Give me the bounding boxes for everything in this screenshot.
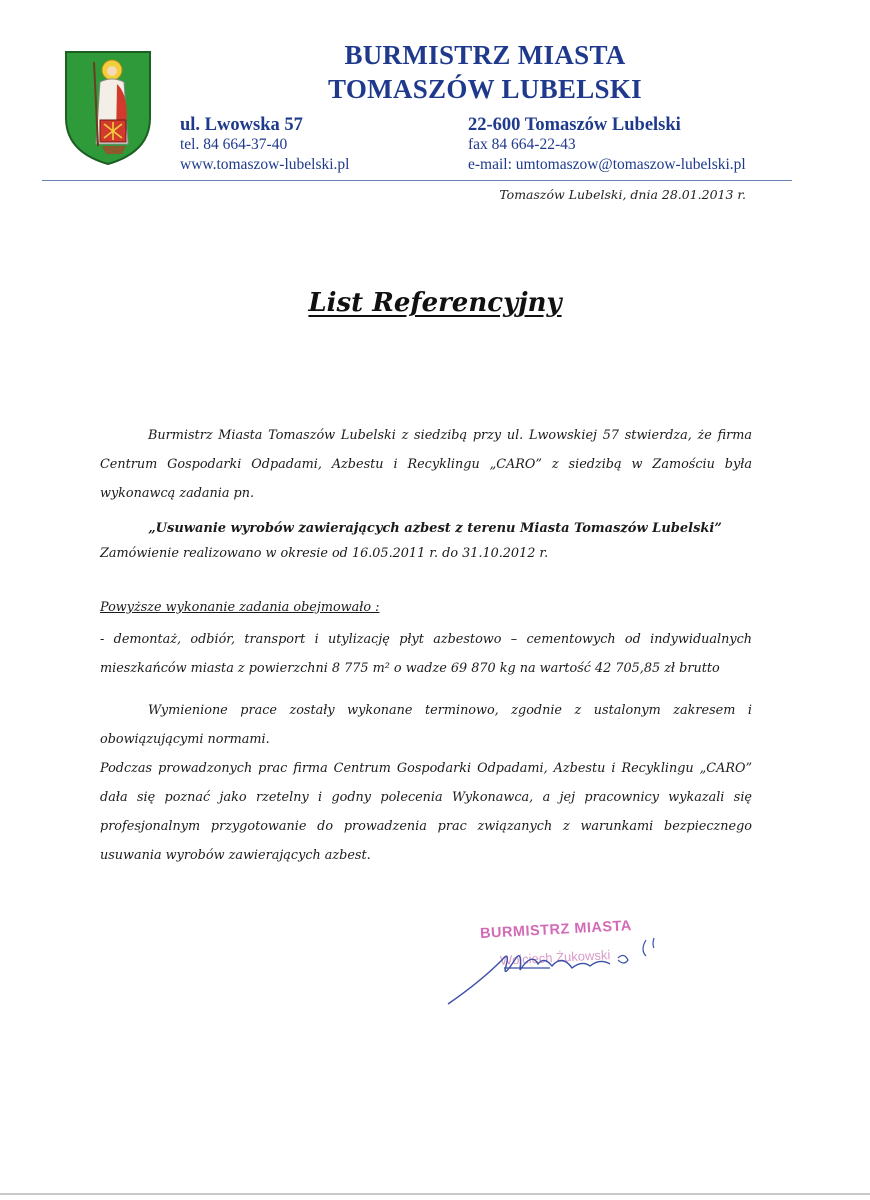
period-line: Zamówienie realizowano w okresie od 16.05.2011 r. do 31.10.2012 r. (100, 546, 549, 561)
date-line: Tomaszów Lubelski, dnia 28.01.2013 r. (499, 187, 746, 202)
paragraph-recommendation: Podczas prowadzonych prac firma Centrum Gospodarki Odpadami, Azbestu i Recyklingu „CARO” dała się poznać jako rzetelny i godny polecenia Wykonawca, a jej pracownicy wykazali się profesjonalnym przygotowanie do prowadzenia prac związanych z warunkami bezpiecznego usuwania wyrobów zawierających azbest. (100, 761, 752, 863)
address-block-right (468, 115, 746, 175)
scope-heading: Powyższe wykonanie zadania obejmowało : (100, 600, 380, 615)
header-divider (42, 180, 792, 181)
document-title: List Referencyjny (308, 288, 562, 318)
official-stamp-title: BURMISTRZ MIASTA (479, 918, 633, 942)
paragraph-intro: Burmistrz Miasta Tomaszów Lubelski z siedzibą przy ul. Lwowskiej 57 stwierdza, że firma Centrum Gospodarki Odpadami, Azbestu i Recyklingu „CARO” z siedzibą w Zamościu była wykonawcą zadania pn. (100, 428, 752, 501)
page-bottom-edge (0, 1193, 870, 1195)
coat-of-arms-icon (62, 48, 154, 166)
fax-number: fax 84 664-22-43 (468, 136, 576, 153)
phone-number: tel. 84 664-37-40 (180, 136, 288, 153)
task-title: „Usuwanie wyrobów zawierających azbest z terenu Miasta Tomaszów Lubelski” (148, 521, 722, 536)
handwritten-signature (440, 930, 680, 1010)
official-stamp-name: Wojciech Żukowski (499, 947, 611, 968)
street-address: ul. Lwowska 57 (180, 115, 303, 135)
postal-city: 22-600 Tomaszów Lubelski (468, 115, 681, 135)
address-block-left (180, 115, 349, 175)
page-title-line2: TOMASZÓW LUBELSKI (328, 74, 642, 104)
email-link[interactable]: e-mail: umtomaszow@tomaszow-lubelski.pl (468, 156, 746, 173)
scope-item: - demontaż, odbiór, transport i utylizację płyt azbestowo – cementowych od indywidualnych mieszkańców miasta z powierzchni 8 775 m² o wadze 69 870 kg na wartość 42 705,85 zł brutto (100, 632, 752, 676)
website-link[interactable]: www.tomaszow-lubelski.pl (180, 156, 350, 173)
paragraph-completion: Wymienione prace zostały wykonane terminowo, zgodnie z ustalonym zakresem i obowiązującymi normami. (100, 703, 752, 747)
page-title-line1: BURMISTRZ MIASTA (344, 40, 626, 70)
